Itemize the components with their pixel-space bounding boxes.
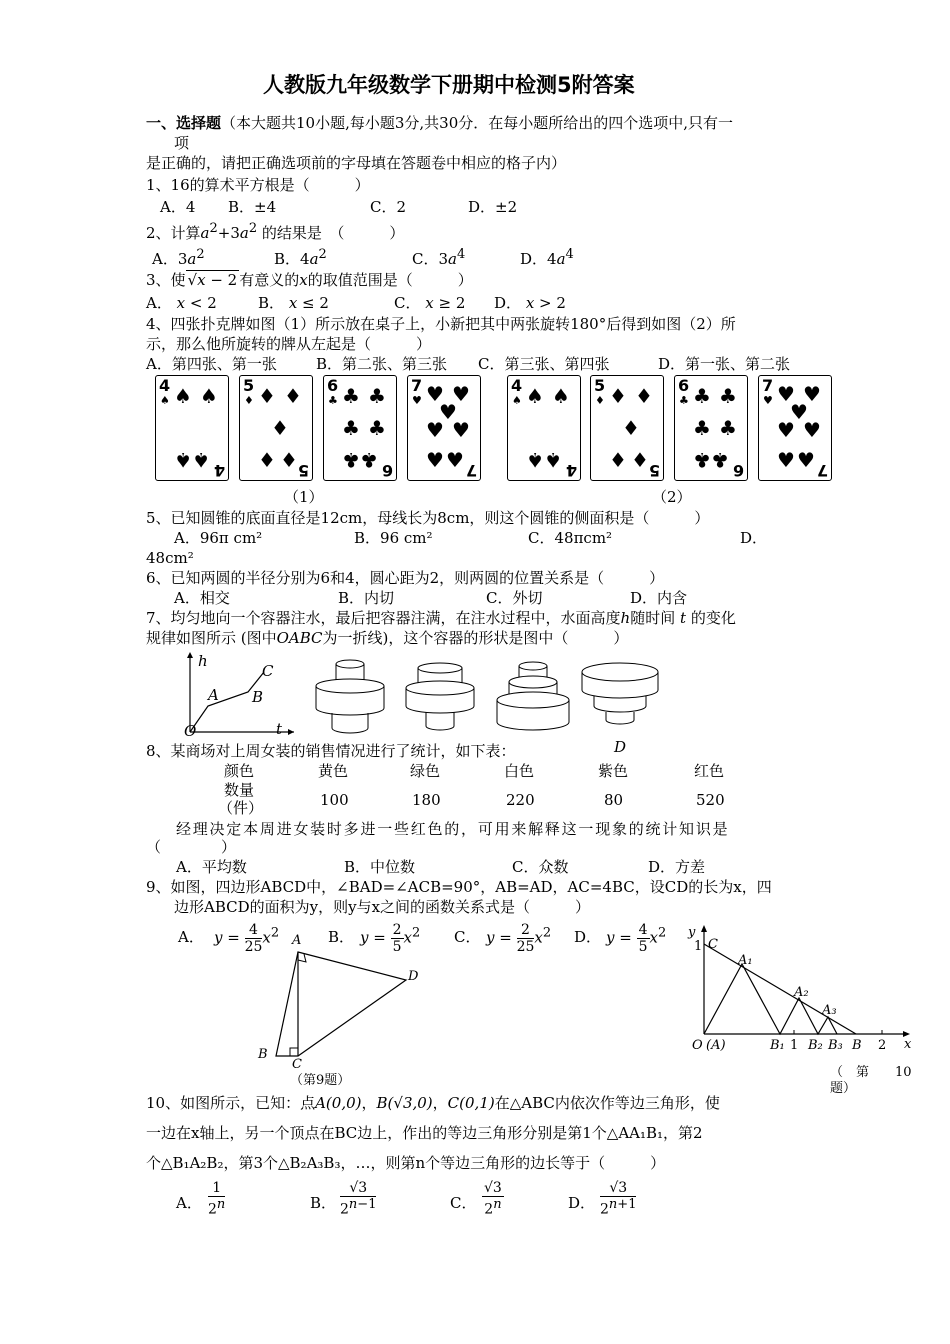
- q8-header-red: 红色: [694, 762, 725, 780]
- q9-line2: 边形ABCD的面积为y，则y与x之间的函数关系式是（ ）: [174, 898, 591, 916]
- q9-option-a: A．: [178, 928, 204, 946]
- q8-option-d: D．方差: [648, 858, 706, 876]
- q8-line1: 经 理 决 定 本 周 进 女 装 时 多 进 一 些 红 色 的 ， 可 用 来 解 释 这 一 现 象 的 统 计 知 识 是: [176, 820, 727, 838]
- q10-formula-b: $\frac{√3}{2^{n-1}}$: [340, 1180, 377, 1218]
- q10-caption-2: 题）: [830, 1081, 857, 1096]
- playing-card-4-rotated: 4 ♠ ♠ ♠ ♠ ♠ 4: [507, 375, 581, 481]
- q1-option-b: B．±4: [228, 198, 277, 216]
- q6-option-a: A．相交: [174, 589, 230, 607]
- q10-point-b2: B₂: [808, 1038, 823, 1053]
- container-d-label: D: [614, 738, 627, 756]
- q10-point-a2: A₂: [794, 985, 809, 1000]
- q4-figure-label-1: （1）: [284, 488, 324, 506]
- q6-option-d: D．内含: [630, 589, 688, 607]
- q10-line1: 10、如图所示，已知：点A(0,0)，B(√3,0)，C(0,1)在△ABC内依次作等边三角形，使: [146, 1094, 720, 1112]
- q1-option-d: D．±2: [468, 198, 518, 216]
- q9-caption: （第9题）: [290, 1073, 351, 1088]
- q10-formula-a: $\frac{1}{2^n}$: [208, 1180, 226, 1218]
- q1-option-a: A．4: [160, 198, 196, 216]
- q4-option-d: D．第一张、第二张: [658, 355, 791, 373]
- q4-option-c: C．第三张、第四张: [478, 355, 610, 373]
- q6-stem: 6、已知两圆的半径分别为6和4，圆心距为2，则两圆的位置关系是（ ）: [146, 569, 665, 587]
- q7-label-b: B: [252, 688, 264, 706]
- q8-row-label: 数量: [224, 781, 255, 799]
- q10-option-a: A．: [176, 1194, 202, 1212]
- q2-option-d: D．$4a^4$: [520, 247, 574, 268]
- q10-line2: 一边在x轴上，另一个顶点在BC边上，作出的等边三角形分别是第1个△AA₁B₁，第2: [146, 1124, 703, 1142]
- q8-header-green: 绿色: [410, 762, 441, 780]
- q7-line2: 规律如图所示 (图中OABC为一折线)，这个容器的形状是图中（ ）: [146, 629, 629, 647]
- playing-card-5-rotated: 5 ♦ ♦ ♦ ♦ ♦ ♦ 5: [590, 375, 664, 481]
- page-title: 人教版九年级数学下册期中检测5附答案: [263, 73, 635, 97]
- q10-axis-x: x: [904, 1037, 912, 1052]
- q3-option-a: A． x < 2: [146, 294, 217, 312]
- playing-card-7: 7 ♥ ♥ ♥ ♥ ♥ ♥ ♥ ♥ 7: [407, 375, 481, 481]
- q10-origin: O: [692, 1038, 703, 1053]
- q9-formula-d: y = $\frac{4}{5}$ $x^2$: [606, 922, 667, 955]
- q8-value-green: 180: [412, 791, 441, 809]
- q8-header-purple: 紫色: [598, 762, 629, 780]
- q8-header-yellow: 黄色: [318, 762, 349, 780]
- q10-formula-c: $\frac{√3}{2^n}$: [484, 1180, 502, 1218]
- playing-card-6: 6 ♣ ♣ ♣ ♣ ♣ ♣ ♣ 6: [323, 375, 397, 481]
- q2-option-b: B．$4a^2$: [274, 247, 327, 268]
- q5-option-d-value: 48cm²: [146, 549, 194, 567]
- q1-stem: 1、16的算术平方根是（ ）: [146, 176, 370, 194]
- container-a: [314, 656, 386, 738]
- q7-label-c: C: [262, 662, 274, 680]
- q5-stem: 5、已知圆锥的底面直径是12cm，母线长为8cm，则这个圆锥的侧面积是（ ）: [146, 509, 710, 527]
- q10-point-c: C: [708, 937, 718, 952]
- q10-axis-y: y: [688, 925, 696, 940]
- q8-header-color: 颜色: [224, 762, 255, 780]
- q9-line1: 9、如图，四边形ABCD中，∠BAD=∠ACB=90°，AB=AD，AC=4BC，设CD的长为x，四: [146, 878, 772, 896]
- playing-card-4: 4 ♠ ♠ ♠ ♠ ♠ 4: [155, 375, 229, 481]
- q9-option-c: C．: [454, 928, 481, 946]
- q4-line2: 示，那么他所旋转的牌从左起是（ ）: [146, 335, 432, 353]
- q10-point-b1: B₁: [770, 1038, 785, 1053]
- q8-row-unit: （件）: [218, 799, 264, 817]
- q9-formula-c: y = $\frac{2}{25}$ $x^2$: [486, 922, 552, 955]
- playing-card-7-rotated: 7 ♥ ♥ ♥ ♥ ♥ ♥ ♥ ♥ 7: [758, 375, 832, 481]
- q4-figure-label-2: （2）: [652, 488, 692, 506]
- q10-option-b: B．: [310, 1194, 337, 1212]
- q8-stem: 8、某商场对上周女装的销售情况进行了统计，如下表：: [146, 742, 516, 760]
- q10-origin-a: (A): [706, 1038, 726, 1053]
- q3-option-c: C． x ≥ 2: [394, 294, 466, 312]
- q9-point-c: C: [292, 1057, 302, 1072]
- q3-option-b: B． x ≤ 2: [258, 294, 329, 312]
- q9-option-b: B．: [328, 928, 355, 946]
- q10-point-b: B: [852, 1038, 862, 1053]
- q8-value-red: 520: [696, 791, 725, 809]
- q10-formula-d: $\frac{√3}{2^{n+1}}$: [600, 1180, 637, 1218]
- q10-caption-1: （ 第 10: [830, 1065, 912, 1080]
- playing-card-6-rotated: 6 ♣ ♣ ♣ ♣ ♣ ♣ ♣ 6: [674, 375, 748, 481]
- q10-option-d: D．: [568, 1194, 596, 1212]
- section-intro-2: 项: [174, 134, 190, 152]
- q4-option-b: B．第二张、第三张: [316, 355, 448, 373]
- q9-option-d: D．: [574, 928, 602, 946]
- q10-option-c: C．: [450, 1194, 477, 1212]
- container-c: [494, 658, 572, 738]
- q9-point-a: A: [292, 933, 302, 948]
- q9-quadrilateral-figure: [260, 944, 420, 1066]
- q10-point-b3: B₃: [828, 1038, 843, 1053]
- q6-option-b: B．内切: [338, 589, 395, 607]
- q4-option-a: A．第四张、第一张: [146, 355, 277, 373]
- q9-formula-a: y = $\frac{4}{25}$ $x^2$: [214, 922, 280, 955]
- playing-card-5: 5 ♦ ♦ ♦ ♦ ♦ ♦ 5: [239, 375, 313, 481]
- q8-value-white: 220: [506, 791, 535, 809]
- q7-label-o: O: [184, 722, 197, 740]
- q10-line3: 个△B₁A₂B₂，第3个△B₂A₃B₃，…，则第n个等边三角形的边长等于（ ）: [146, 1154, 666, 1172]
- q7-line1: 7、均匀地向一个容器注水，最后把容器注满，在注水过程中，水面高度h随时间 t 的变化: [146, 609, 736, 627]
- q4-line1: 4、四张扑克牌如图（1）所示放在桌子上，小新把其中两张旋转180°后得到如图（2）所: [146, 315, 736, 333]
- q7-label-h: h: [198, 652, 208, 670]
- q8-option-a: A．平均数: [176, 858, 247, 876]
- q10-y-tick-1: 1: [694, 939, 703, 954]
- q10-point-a3: A₃: [822, 1003, 837, 1018]
- container-d: [580, 660, 660, 736]
- q3-stem: 3、使 √x − 2 有意义的x的取值范围是（ ）: [146, 271, 473, 289]
- q8-header-white: 白色: [504, 762, 535, 780]
- q8-option-b: B．中位数: [344, 858, 416, 876]
- q5-option-d: D．: [740, 529, 768, 547]
- q9-point-b: B: [258, 1047, 268, 1062]
- q6-option-c: C．外切: [486, 589, 543, 607]
- q5-option-a: A．96π cm²: [174, 529, 263, 547]
- q7-label-a: A: [208, 686, 219, 704]
- q2-stem: 2、计算$a^2+3a^2$ 的结果是 （ ）: [146, 221, 405, 242]
- q8-value-yellow: 100: [320, 791, 349, 809]
- q5-option-c: C．48πcm²: [528, 529, 613, 547]
- q10-x-tick-2: 2: [878, 1038, 887, 1053]
- q10-point-a1: A₁: [738, 953, 753, 968]
- q3-option-d: D． x > 2: [494, 294, 566, 312]
- q2-option-a: A．$3a^2$: [152, 247, 205, 268]
- q2-option-c: C．$3a^4$: [412, 247, 466, 268]
- q1-option-c: C．2: [370, 198, 407, 216]
- q5-option-b: B．96 cm²: [354, 529, 433, 547]
- q9-formula-b: y = $\frac{2}{5}$ $x^2$: [360, 922, 421, 955]
- q8-value-purple: 80: [604, 791, 624, 809]
- q10-x-tick-1: 1: [790, 1038, 799, 1053]
- q8-option-c: C．众数: [512, 858, 569, 876]
- section-intro: 一、选择题（本大题共10小题,每小题3分,共30分．在每小题所给出的四个选项中,只有一: [146, 114, 734, 132]
- container-b: [404, 660, 476, 738]
- q7-label-t: t: [276, 720, 283, 738]
- section-intro-3: 是正确的，请把正确选项前的字母填在答题卷中相应的格子内）: [146, 154, 567, 172]
- q8-line2: （ ）: [146, 838, 237, 856]
- q9-point-d: D: [408, 969, 419, 984]
